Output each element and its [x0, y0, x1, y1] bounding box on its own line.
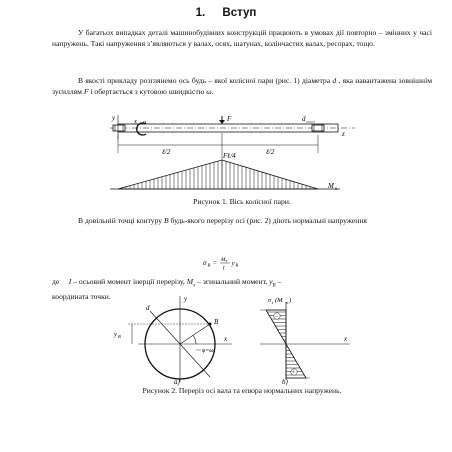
stress-formula [200, 254, 260, 272]
label-half-length-right: ℓ/2 [266, 148, 275, 156]
label-half-length-left: ℓ/2 [162, 148, 171, 156]
symbol-omega: ω [206, 86, 212, 96]
angle-arc [193, 335, 196, 344]
symbol-F: F [83, 86, 89, 96]
figure-2-caption: Рисунок 2. Переріз осі вала та епюра нормальних напружень. [142, 386, 342, 395]
text-run: – згинальний момент, [197, 277, 268, 286]
fig2-label-x2: x [344, 335, 348, 343]
paragraph-example [52, 76, 432, 97]
fig2-label-B: B [214, 318, 219, 326]
formula-denominator: I [222, 265, 225, 272]
formula-sigma-sub: B [207, 262, 211, 268]
fig2-label-sigma-arg-sub: x [286, 300, 288, 305]
symbol-I: I [68, 277, 72, 286]
text-run: – [277, 277, 282, 286]
symbol-d: d [332, 76, 337, 85]
text-run: , яка навантажена зовнішнім зусиллям [52, 76, 432, 96]
formula-numerator: M [221, 257, 226, 264]
symbol-y: y [269, 277, 273, 286]
figure-1-axle-diagram [110, 113, 360, 197]
fig2-label-yB-sub: B [118, 334, 121, 339]
text-run: . [211, 86, 214, 96]
formula-numerator-sub: x [225, 258, 228, 264]
section-title: Вступ [222, 7, 257, 19]
text-run: де [52, 277, 60, 286]
section-heading [0, 7, 452, 19]
figure-2-cross-section [110, 294, 360, 386]
paragraph-intro: У багатьох випадках деталі машинобудівних конструкцій працюють в умовах дії повторно – змінних у часі напружень. Такі напруження з’являються у валах, осях, шатунах, колінчастих валах, ресорах, тощо. [52, 28, 432, 48]
fig2-label-d: d [146, 304, 150, 312]
formula-y: y [231, 259, 235, 267]
fig2-label-plus: + [291, 370, 296, 377]
fig2-label-sigma-close: ) [289, 297, 292, 304]
formula-sigma: σ [203, 258, 207, 267]
svg-text:x: x [335, 187, 338, 192]
text-run: В довільній точці контуру [78, 216, 163, 225]
force-arrow-icon [219, 120, 225, 124]
moment-diagram-hatching [122, 160, 314, 189]
fig2-label-phi: φ=ωt [202, 348, 216, 354]
paragraph-stress [52, 216, 432, 227]
label-y: y [112, 114, 116, 122]
fig2-label-minus: − [274, 314, 279, 321]
label-d: d [302, 115, 306, 123]
symbol-M: M [186, 277, 194, 286]
text-run: В якості прикладу розглянемо ось будь – якої колісної пари (рис. 1) діаметра [78, 76, 331, 85]
fig2-label-b: b) [282, 378, 288, 386]
text-run: координата точки. [52, 292, 111, 302]
fig2-label-y: y [184, 295, 188, 303]
fig2-label-a: a) [174, 378, 180, 386]
section-number: 1. [195, 7, 206, 19]
label-Mx: M [328, 182, 334, 190]
symbol-M-sub: x [193, 283, 196, 289]
label-F: F [227, 115, 232, 123]
formula-y-sub: B [235, 262, 239, 268]
symbol-B: B [164, 216, 169, 225]
fig2-label-sigma: σ [268, 297, 272, 304]
label-z: z [342, 130, 345, 138]
fig2-label-yB: y [114, 331, 117, 338]
symbol-y-sub: B [272, 283, 276, 289]
label-x: x [134, 118, 137, 125]
label-o: o [143, 119, 147, 126]
text-run: і обертається з кутовою швидкістю [90, 86, 205, 96]
fig2-label-sigma-arg: (M [275, 297, 283, 304]
label-max-moment: Fℓ/4 [223, 152, 236, 160]
text-run: будь-якого перерізу осі (рис. 2) діють нормальні напруження [170, 216, 367, 225]
formula-equals: = [212, 258, 217, 267]
text-run: – осьовий момент інерції перерізу, [73, 277, 185, 286]
figure-1-caption: Рисунок 1. Вісь колісної пари. [193, 197, 291, 206]
fig2-label-sigma-sub: t [272, 300, 274, 305]
fig2-label-x: x [224, 335, 228, 343]
